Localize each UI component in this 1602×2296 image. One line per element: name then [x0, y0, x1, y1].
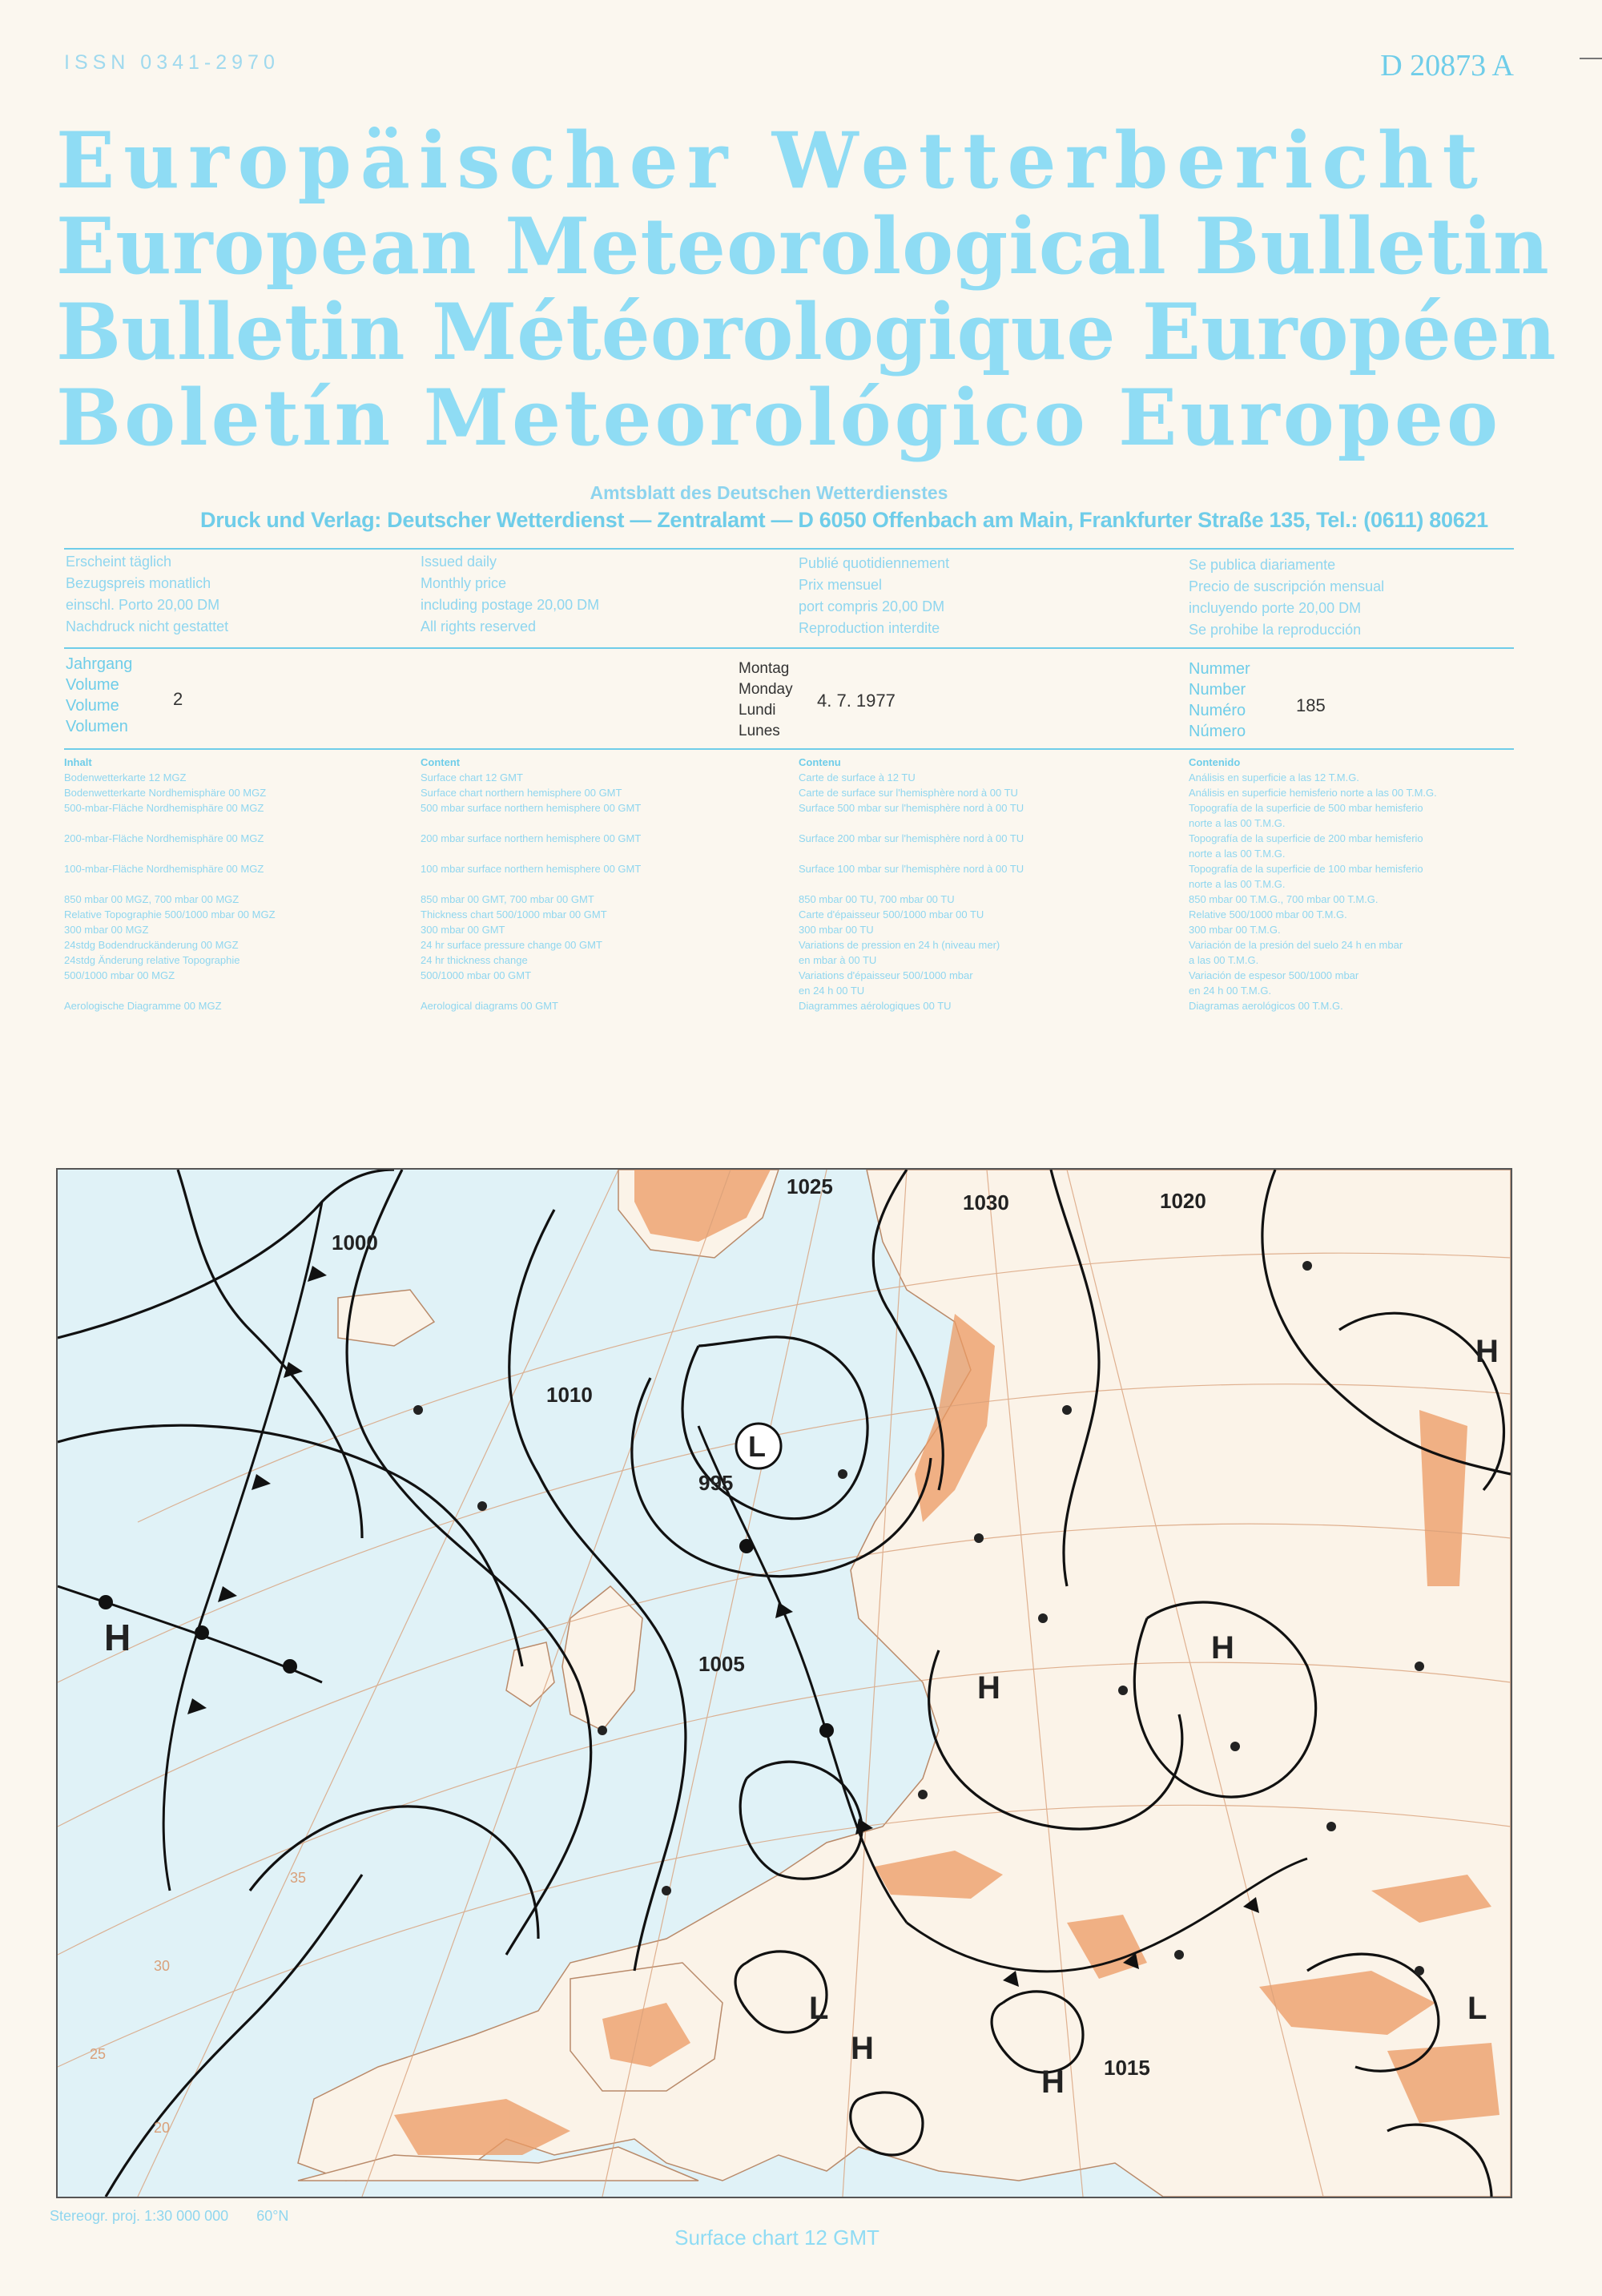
contents-item: 500-mbar-Fläche Nordhemisphäre 00 MGZ [64, 802, 264, 814]
contents-item: Variations d'épaisseur 500/1000 mbar [799, 969, 973, 981]
publication-info-french [799, 553, 949, 639]
contents-item: 300 mbar 00 TU [799, 924, 874, 936]
contents-item: Surface chart northern hemisphere 00 GMT [421, 787, 622, 799]
contents-item: 500/1000 mbar 00 MGZ [64, 969, 175, 981]
station-circle [1230, 1742, 1240, 1751]
contents-item [64, 816, 276, 831]
latitude-label: 25 [90, 2046, 107, 2062]
info-line: Reproduction interdite [799, 620, 940, 636]
rule-volume [64, 748, 1514, 750]
day-label: Monday [739, 681, 793, 698]
contents-item: Surface 200 mbar sur l'hemisphère nord à 00 TU [799, 832, 1024, 844]
contents-item: Topografía de la superficie de 500 mbar hemisferio [1189, 802, 1423, 814]
contents-item: Carte d'épaisseur 500/1000 mbar 00 TU [799, 908, 984, 920]
contents-item: Surface 500 mbar sur l'hemisphère nord à 00 TU [799, 802, 1024, 814]
info-line: Precio de suscripción mensual [1189, 578, 1385, 594]
isobar-label: 1015 [1104, 2056, 1150, 2080]
contents-item: Diagrammes aérologiques 00 TU [799, 1000, 952, 1012]
volume-label: Jahrgang [66, 655, 133, 673]
publication-info-english [421, 551, 599, 638]
publisher-line: Druck und Verlag: Deutscher Wetterdienst — Zentralamt — D 6050 Offenbach am Main, Frankfurter Straße 135, Tel.: (0611) 80621 [200, 508, 1488, 532]
station-circle [1415, 1966, 1424, 1976]
latitude-label: 30 [154, 1958, 171, 1974]
contents-item: Aerological diagrams 00 GMT [421, 1000, 558, 1012]
volume-value: 2 [173, 689, 183, 709]
weather-map-svg [58, 1170, 1511, 2197]
contents-item: 24stdg Bodendruckänderung 00 MGZ [64, 939, 239, 951]
station-circle [1038, 1613, 1048, 1623]
station-circle [1062, 1405, 1072, 1415]
info-line: einschl. Porto 20,00 DM [66, 597, 220, 613]
info-line: Publié quotidiennement [799, 555, 950, 571]
station-circle [477, 1501, 487, 1511]
contents-item: en mbar à 00 TU [799, 954, 877, 966]
occlusion-bump [819, 1723, 834, 1738]
contents-item: Carte de surface à 12 TU [799, 771, 916, 783]
contents-item: Diagramas aerológicos 00 T.M.G. [1189, 1000, 1343, 1012]
surface-chart-map [56, 1168, 1512, 2198]
day-label: Montag [739, 660, 790, 677]
contents-item: 300 mbar 00 MGZ [64, 924, 149, 936]
contents-item: 24stdg Änderung relative Topographie [64, 954, 240, 966]
volume-label: Volume [66, 697, 119, 715]
info-line: including postage 20,00 DM [421, 597, 600, 613]
contents-item: Variations de pression en 24 h (niveau mer) [799, 939, 1000, 951]
issue-date: 4. 7. 1977 [817, 691, 896, 711]
station-circle [1118, 1686, 1128, 1695]
pressure-center-letter: H [1475, 1334, 1499, 1369]
contents-item [421, 816, 641, 831]
contents-heading: Contenido [1189, 756, 1241, 768]
pressure-center-letter: H [1211, 1630, 1234, 1666]
isobar-label: 1010 [546, 1383, 593, 1407]
contents-item: 24 hr thickness change [421, 954, 528, 966]
info-line: All rights reserved [421, 618, 537, 634]
title-spanish: Boletín Meteorológico Europeo [56, 373, 1501, 463]
contents-item [64, 983, 276, 998]
contents-item: Aerologische Diagramme 00 MGZ [64, 1000, 222, 1012]
number-label: Número [1189, 723, 1246, 740]
station-circle [662, 1886, 671, 1895]
info-line: Se publica diariamente [1189, 557, 1336, 573]
publication-info-spanish [1189, 554, 1384, 641]
info-line: incluyendo porte 20,00 DM [1189, 600, 1362, 616]
volume-labels [66, 654, 132, 737]
contents-item: a las 00 T.M.G. [1189, 954, 1259, 966]
day-labels [739, 659, 793, 742]
contents-item: en 24 h 00 TU [799, 985, 865, 997]
volume-label: Volumen [66, 718, 128, 735]
chart-caption: Surface chart 12 GMT [674, 2226, 879, 2250]
day-label: Lunes [739, 723, 780, 739]
contents-french [799, 755, 1024, 1013]
pressure-center-letter: L [748, 1430, 766, 1463]
number-labels [1189, 659, 1250, 742]
contents-item: Topografía de la superficie de 200 mbar hemisferio [1189, 832, 1423, 844]
isobar-label: 1005 [698, 1652, 745, 1676]
contents-item: Bodenwetterkarte Nordhemisphäre 00 MGZ [64, 787, 267, 799]
pressure-center-letter: H [977, 1670, 1000, 1706]
contents-item: norte a las 00 T.M.G. [1189, 848, 1286, 860]
info-line: Prix mensuel [799, 577, 883, 593]
contents-spanish [1189, 755, 1437, 1013]
contents-item: 850 mbar 00 T.M.G., 700 mbar 00 T.M.G. [1189, 893, 1379, 905]
contents-heading: Inhalt [64, 756, 92, 768]
pressure-center-letter: H [104, 1617, 131, 1658]
station-circle [974, 1533, 984, 1543]
pressure-center-letter: L [1467, 1991, 1487, 2026]
contents-german [64, 755, 276, 1013]
contents-item: Relative 500/1000 mbar 00 T.M.G. [1189, 908, 1347, 920]
issue-number: 185 [1296, 695, 1326, 715]
contents-item: Relative Topographie 500/1000 mbar 00 MGZ [64, 908, 276, 920]
document-number: D 20873 A [1380, 49, 1514, 83]
contents-item: 100-mbar-Fläche Nordhemisphäre 00 MGZ [64, 863, 264, 875]
projection-scale: Stereogr. proj. 1:30 000 000 [50, 2208, 229, 2224]
publication-info-german [66, 551, 228, 638]
volume-label: Volume [66, 676, 119, 694]
station-circle [918, 1790, 928, 1799]
station-circle [1326, 1822, 1336, 1831]
latitude-label: 20 [154, 2120, 171, 2136]
contents-heading: Content [421, 756, 461, 768]
isobar-label: 1000 [332, 1231, 378, 1255]
number-label: Nummer [1189, 660, 1250, 678]
official-gazette-line: Amtsblatt des Deutschen Wetterdienstes [590, 482, 948, 503]
contents-item: norte a las 00 T.M.G. [1189, 817, 1286, 829]
contents-item: 850 mbar 00 MGZ, 700 mbar 00 MGZ [64, 893, 239, 905]
contents-item [799, 816, 1024, 831]
contents-item [421, 983, 641, 998]
pressure-center-letter: H [851, 2031, 874, 2066]
day-label: Lundi [739, 702, 776, 719]
corner-mark [1580, 58, 1602, 59]
contents-english [421, 755, 641, 1013]
isobar-label: 1025 [787, 1174, 833, 1198]
title-french: Bulletin Météorologique Européen [56, 287, 1556, 377]
number-label: Number [1189, 681, 1246, 699]
contents-item [64, 846, 276, 861]
contents-item [64, 876, 276, 892]
info-line: Se prohibe la reproducción [1189, 622, 1362, 638]
contents-item: Thickness chart 500/1000 mbar 00 GMT [421, 908, 607, 920]
pressure-center-letter: H [1041, 2064, 1065, 2100]
pressure-center-letter: L [809, 1991, 829, 2026]
rule-info [64, 647, 1514, 649]
contents-item: 500/1000 mbar 00 GMT [421, 969, 532, 981]
warm-front-bump [195, 1625, 209, 1640]
issn-number: ISSN 0341-2970 [64, 51, 280, 74]
latitude-label: 35 [290, 1870, 307, 1886]
info-line: port compris 20,00 DM [799, 598, 945, 614]
contents-item: 24 hr surface pressure change 00 GMT [421, 939, 602, 951]
contents-item: 300 mbar 00 T.M.G. [1189, 924, 1281, 936]
pressure-center-value: 995 [698, 1471, 734, 1495]
occlusion-bump [739, 1539, 754, 1553]
isobar-label: 1020 [1160, 1189, 1206, 1213]
warm-front-bump [283, 1659, 297, 1674]
contents-item [421, 876, 641, 892]
contents-item: Análisis en superficie a las 12 T.M.G. [1189, 771, 1359, 783]
contents-item: 850 mbar 00 GMT, 700 mbar 00 GMT [421, 893, 594, 905]
contents-item [799, 846, 1024, 861]
title-english: European Meteorological Bulletin [56, 201, 1550, 292]
contents-item: norte a las 00 T.M.G. [1189, 878, 1286, 890]
contents-item: 200 mbar surface northern hemisphere 00 GMT [421, 832, 642, 844]
rule-top [64, 548, 1514, 550]
warm-front-bump [99, 1595, 113, 1609]
contents-item: en 24 h 00 T.M.G. [1189, 985, 1272, 997]
info-line: Issued daily [421, 554, 497, 570]
contents-item: 850 mbar 00 TU, 700 mbar 00 TU [799, 893, 955, 905]
info-line: Nachdruck nicht gestattet [66, 618, 229, 634]
contents-heading: Contenu [799, 756, 841, 768]
station-circle [1302, 1261, 1312, 1271]
isobar-label: 1030 [963, 1190, 1009, 1214]
station-circle [1174, 1950, 1184, 1960]
contents-item [421, 846, 641, 861]
contents-item: Surface chart 12 GMT [421, 771, 523, 783]
info-line: Monthly price [421, 575, 507, 591]
contents-item: 100 mbar surface northern hemisphere 00 GMT [421, 863, 642, 875]
contents-item: 300 mbar 00 GMT [421, 924, 505, 936]
projection-latitude: 60°N [256, 2208, 289, 2224]
contents-item [799, 876, 1024, 892]
info-line: Erscheint täglich [66, 554, 172, 570]
contents-item: Variación de la presión del suelo 24 h en mbar [1189, 939, 1403, 951]
contents-item: Surface 100 mbar sur l'hemisphère nord à 00 TU [799, 863, 1024, 875]
contents-item: 200-mbar-Fläche Nordhemisphäre 00 MGZ [64, 832, 264, 844]
contents-item: 500 mbar surface northern hemisphere 00 GMT [421, 802, 642, 814]
info-line: Bezugspreis monatlich [66, 575, 211, 591]
number-label: Numéro [1189, 702, 1246, 719]
contents-item: Topografía de la superficie de 100 mbar hemisferio [1189, 863, 1423, 875]
contents-item: Variación de espesor 500/1000 mbar [1189, 969, 1359, 981]
contents-item: Carte de surface sur l'hemisphère nord à 00 TU [799, 787, 1018, 799]
station-circle [413, 1405, 423, 1415]
station-circle [598, 1726, 607, 1735]
title-german: Europäischer Wetterbericht [56, 115, 1487, 206]
contents-item: Bodenwetterkarte 12 MGZ [64, 771, 187, 783]
station-circle [1415, 1662, 1424, 1671]
station-circle [838, 1469, 847, 1479]
relief-urals [1419, 1410, 1467, 1586]
projection-note [50, 2208, 288, 2225]
contents-item: Análisis en superficie hemisferio norte a las 00 T.M.G. [1189, 787, 1437, 799]
